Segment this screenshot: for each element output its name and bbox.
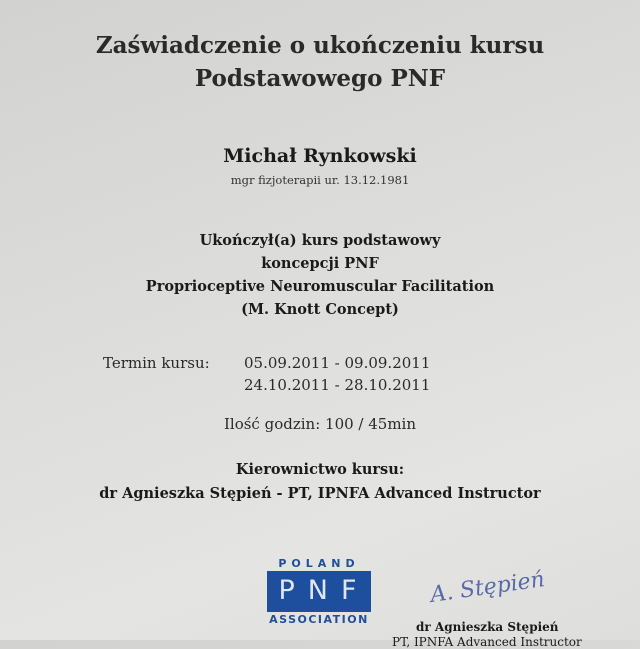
signature: A. Stępień [428,567,547,608]
logo-top: POLAND [278,557,360,570]
poland-pnf-association-logo [267,557,371,626]
recipient-details: mgr fizjoterapii ur. 13.12.1981 [230,173,410,187]
management-name: dr Agnieszka Stępień - PT, IPNFA Advanced Instructor [99,485,541,502]
course-line2: koncepcji PNF [261,255,379,272]
recipient-name: Michał Rynkowski [223,145,417,167]
signatory-title: PT, IPNFA Advanced Instructor [392,635,582,649]
certificate-title-line2: Podstawowego PNF [194,65,446,92]
hours: Ilość godzin: 100 / 45min [223,415,417,433]
course-line3: Proprioceptive Neuromuscular Facilitation [145,278,495,295]
logo-bottom: ASSOCIATION [269,613,369,626]
term-date-1: 05.09.2011 - 09.09.2011 [244,354,431,372]
course-line4: (M. Knott Concept) [241,301,399,318]
signatory-name: dr Agnieszka Stępień [416,620,559,634]
term-date-2: 24.10.2011 - 28.10.2011 [244,376,431,394]
course-line1: Ukończył(a) kurs podstawowy [199,232,441,249]
management-label: Kierownictwo kursu: [235,461,405,478]
term-label: Termin kursu: [103,354,210,372]
certificate-title-line1: Zaświadczenie o ukończeniu kursu [95,32,545,59]
logo-middle: PNF [267,571,371,612]
